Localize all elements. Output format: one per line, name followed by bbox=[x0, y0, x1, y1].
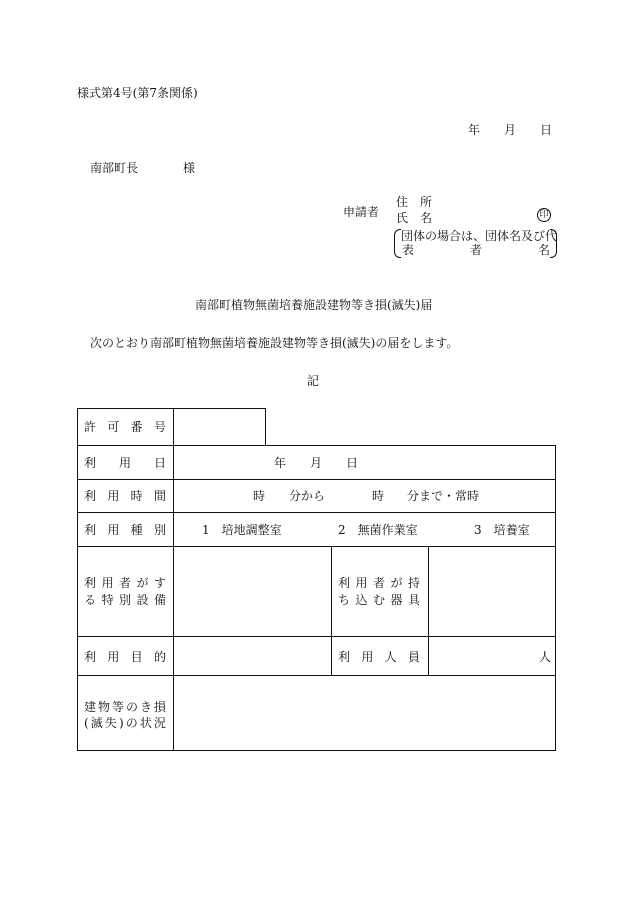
seal-mark: 印 bbox=[537, 208, 551, 222]
label-char: 利 bbox=[84, 650, 97, 664]
ki-heading: 記 bbox=[307, 374, 320, 388]
label-char: の bbox=[125, 700, 138, 714]
note-line2-a: 表 bbox=[402, 243, 415, 257]
label-char: 等 bbox=[111, 700, 124, 714]
label-char: む bbox=[372, 593, 385, 607]
note-line2-b: 者 bbox=[470, 243, 483, 257]
label-char: 物 bbox=[97, 700, 110, 714]
label-char: 用 bbox=[107, 650, 120, 664]
label-char: が bbox=[390, 576, 403, 590]
label-char: る bbox=[84, 593, 97, 607]
label-char: 具 bbox=[407, 593, 420, 607]
label-char: 時 bbox=[130, 489, 143, 503]
brought-equipment-label-2 bbox=[338, 594, 420, 606]
label-char: 失 bbox=[104, 716, 117, 730]
label-char: す bbox=[153, 576, 166, 590]
label-char: 滅 bbox=[90, 716, 103, 730]
date-year: 年 bbox=[468, 123, 481, 137]
persons-unit: 人 bbox=[539, 650, 552, 664]
label-char: 許 bbox=[84, 420, 97, 434]
label-char: 用 bbox=[107, 489, 120, 503]
special-equipment-label-2 bbox=[84, 594, 166, 606]
label-char: 利 bbox=[84, 489, 97, 503]
label-char: 利 bbox=[338, 576, 351, 590]
use-date-year: 年 bbox=[274, 456, 287, 470]
label-char: 別 bbox=[118, 593, 131, 607]
label-char: 用 bbox=[361, 650, 374, 664]
label-char: 員 bbox=[407, 650, 420, 664]
label-char: 利 bbox=[338, 650, 351, 664]
label-char: 状 bbox=[139, 716, 152, 730]
label-char: 号 bbox=[153, 420, 166, 434]
label-char: 間 bbox=[153, 489, 166, 503]
time-to-hour: 時 bbox=[372, 489, 385, 503]
label-char: 器 bbox=[390, 593, 403, 607]
use-type-option-3: 3 培養室 bbox=[474, 523, 530, 537]
brought-equipment-label-1 bbox=[338, 577, 420, 589]
use-type-option-1: 1 培地調整室 bbox=[202, 523, 282, 537]
time-from-hour: 時 bbox=[253, 489, 266, 503]
label-char: ( bbox=[84, 716, 89, 730]
date-month: 月 bbox=[504, 123, 517, 137]
label-char: 人 bbox=[384, 650, 397, 664]
label-char: が bbox=[136, 576, 149, 590]
date-day: 日 bbox=[540, 123, 553, 137]
label-char: ち bbox=[338, 593, 351, 607]
label-char: ) bbox=[118, 716, 124, 730]
label-char: 利 bbox=[84, 456, 97, 470]
label-char: 利 bbox=[84, 576, 97, 590]
label-char: 設 bbox=[136, 593, 149, 607]
label-char: 用 bbox=[101, 576, 114, 590]
use-date-day: 日 bbox=[346, 456, 359, 470]
label-char: 別 bbox=[153, 523, 166, 537]
use-time-label bbox=[84, 490, 166, 502]
label-char: 建 bbox=[84, 700, 97, 714]
damage-label-2 bbox=[84, 717, 166, 729]
use-date-label bbox=[84, 457, 166, 469]
special-equipment-label-1 bbox=[84, 577, 166, 589]
time-from-min: 分から bbox=[289, 489, 326, 503]
addressee-honorific: 様 bbox=[183, 161, 196, 175]
label-char: 用 bbox=[107, 523, 120, 537]
label-char: 特 bbox=[101, 593, 114, 607]
label-char: 者 bbox=[372, 576, 385, 590]
damage-label-1 bbox=[84, 701, 166, 713]
form-number: 様式第4号(第7条関係) bbox=[77, 86, 198, 100]
applicant-name-label: 氏 名 bbox=[396, 211, 433, 225]
label-char: き bbox=[139, 700, 152, 714]
applicant-address-label: 住 所 bbox=[396, 195, 433, 209]
label-char: 的 bbox=[153, 650, 166, 664]
use-date-month: 月 bbox=[310, 456, 323, 470]
document-title: 南部町植物無菌培養施設建物等き損(滅失)届 bbox=[195, 298, 433, 312]
applicant-label: 申請者 bbox=[343, 205, 380, 219]
label-char: 備 bbox=[153, 593, 166, 607]
permit-no-label bbox=[84, 421, 166, 433]
label-char: 利 bbox=[84, 523, 97, 537]
time-to-min: 分まで・常時 bbox=[407, 489, 480, 503]
label-char: の bbox=[125, 716, 138, 730]
persons-label bbox=[338, 651, 420, 663]
label-char: 可 bbox=[107, 420, 120, 434]
label-char: 番 bbox=[130, 420, 143, 434]
label-char: 目 bbox=[130, 650, 143, 664]
label-char: 種 bbox=[130, 523, 143, 537]
use-type-option-2: 2 無菌作業室 bbox=[338, 523, 418, 537]
label-char: 況 bbox=[153, 716, 166, 730]
purpose-label bbox=[84, 651, 166, 663]
addressee-name: 南部町長 bbox=[90, 161, 139, 175]
label-char: 用 bbox=[118, 456, 131, 470]
use-type-label bbox=[84, 524, 166, 536]
label-char: 者 bbox=[118, 576, 131, 590]
note-line2-c: 名 bbox=[538, 243, 551, 257]
label-char: 損 bbox=[153, 700, 166, 714]
intro-text: 次のとおり南部町植物無菌培養施設建物等き損(滅失)の届をします。 bbox=[90, 336, 459, 350]
label-char: 持 bbox=[407, 576, 420, 590]
label-char: 込 bbox=[355, 593, 368, 607]
applicant-note-line1: 団体の場合は、団体名及び代 bbox=[401, 229, 558, 243]
label-char: 用 bbox=[355, 576, 368, 590]
label-char: 日 bbox=[153, 456, 166, 470]
